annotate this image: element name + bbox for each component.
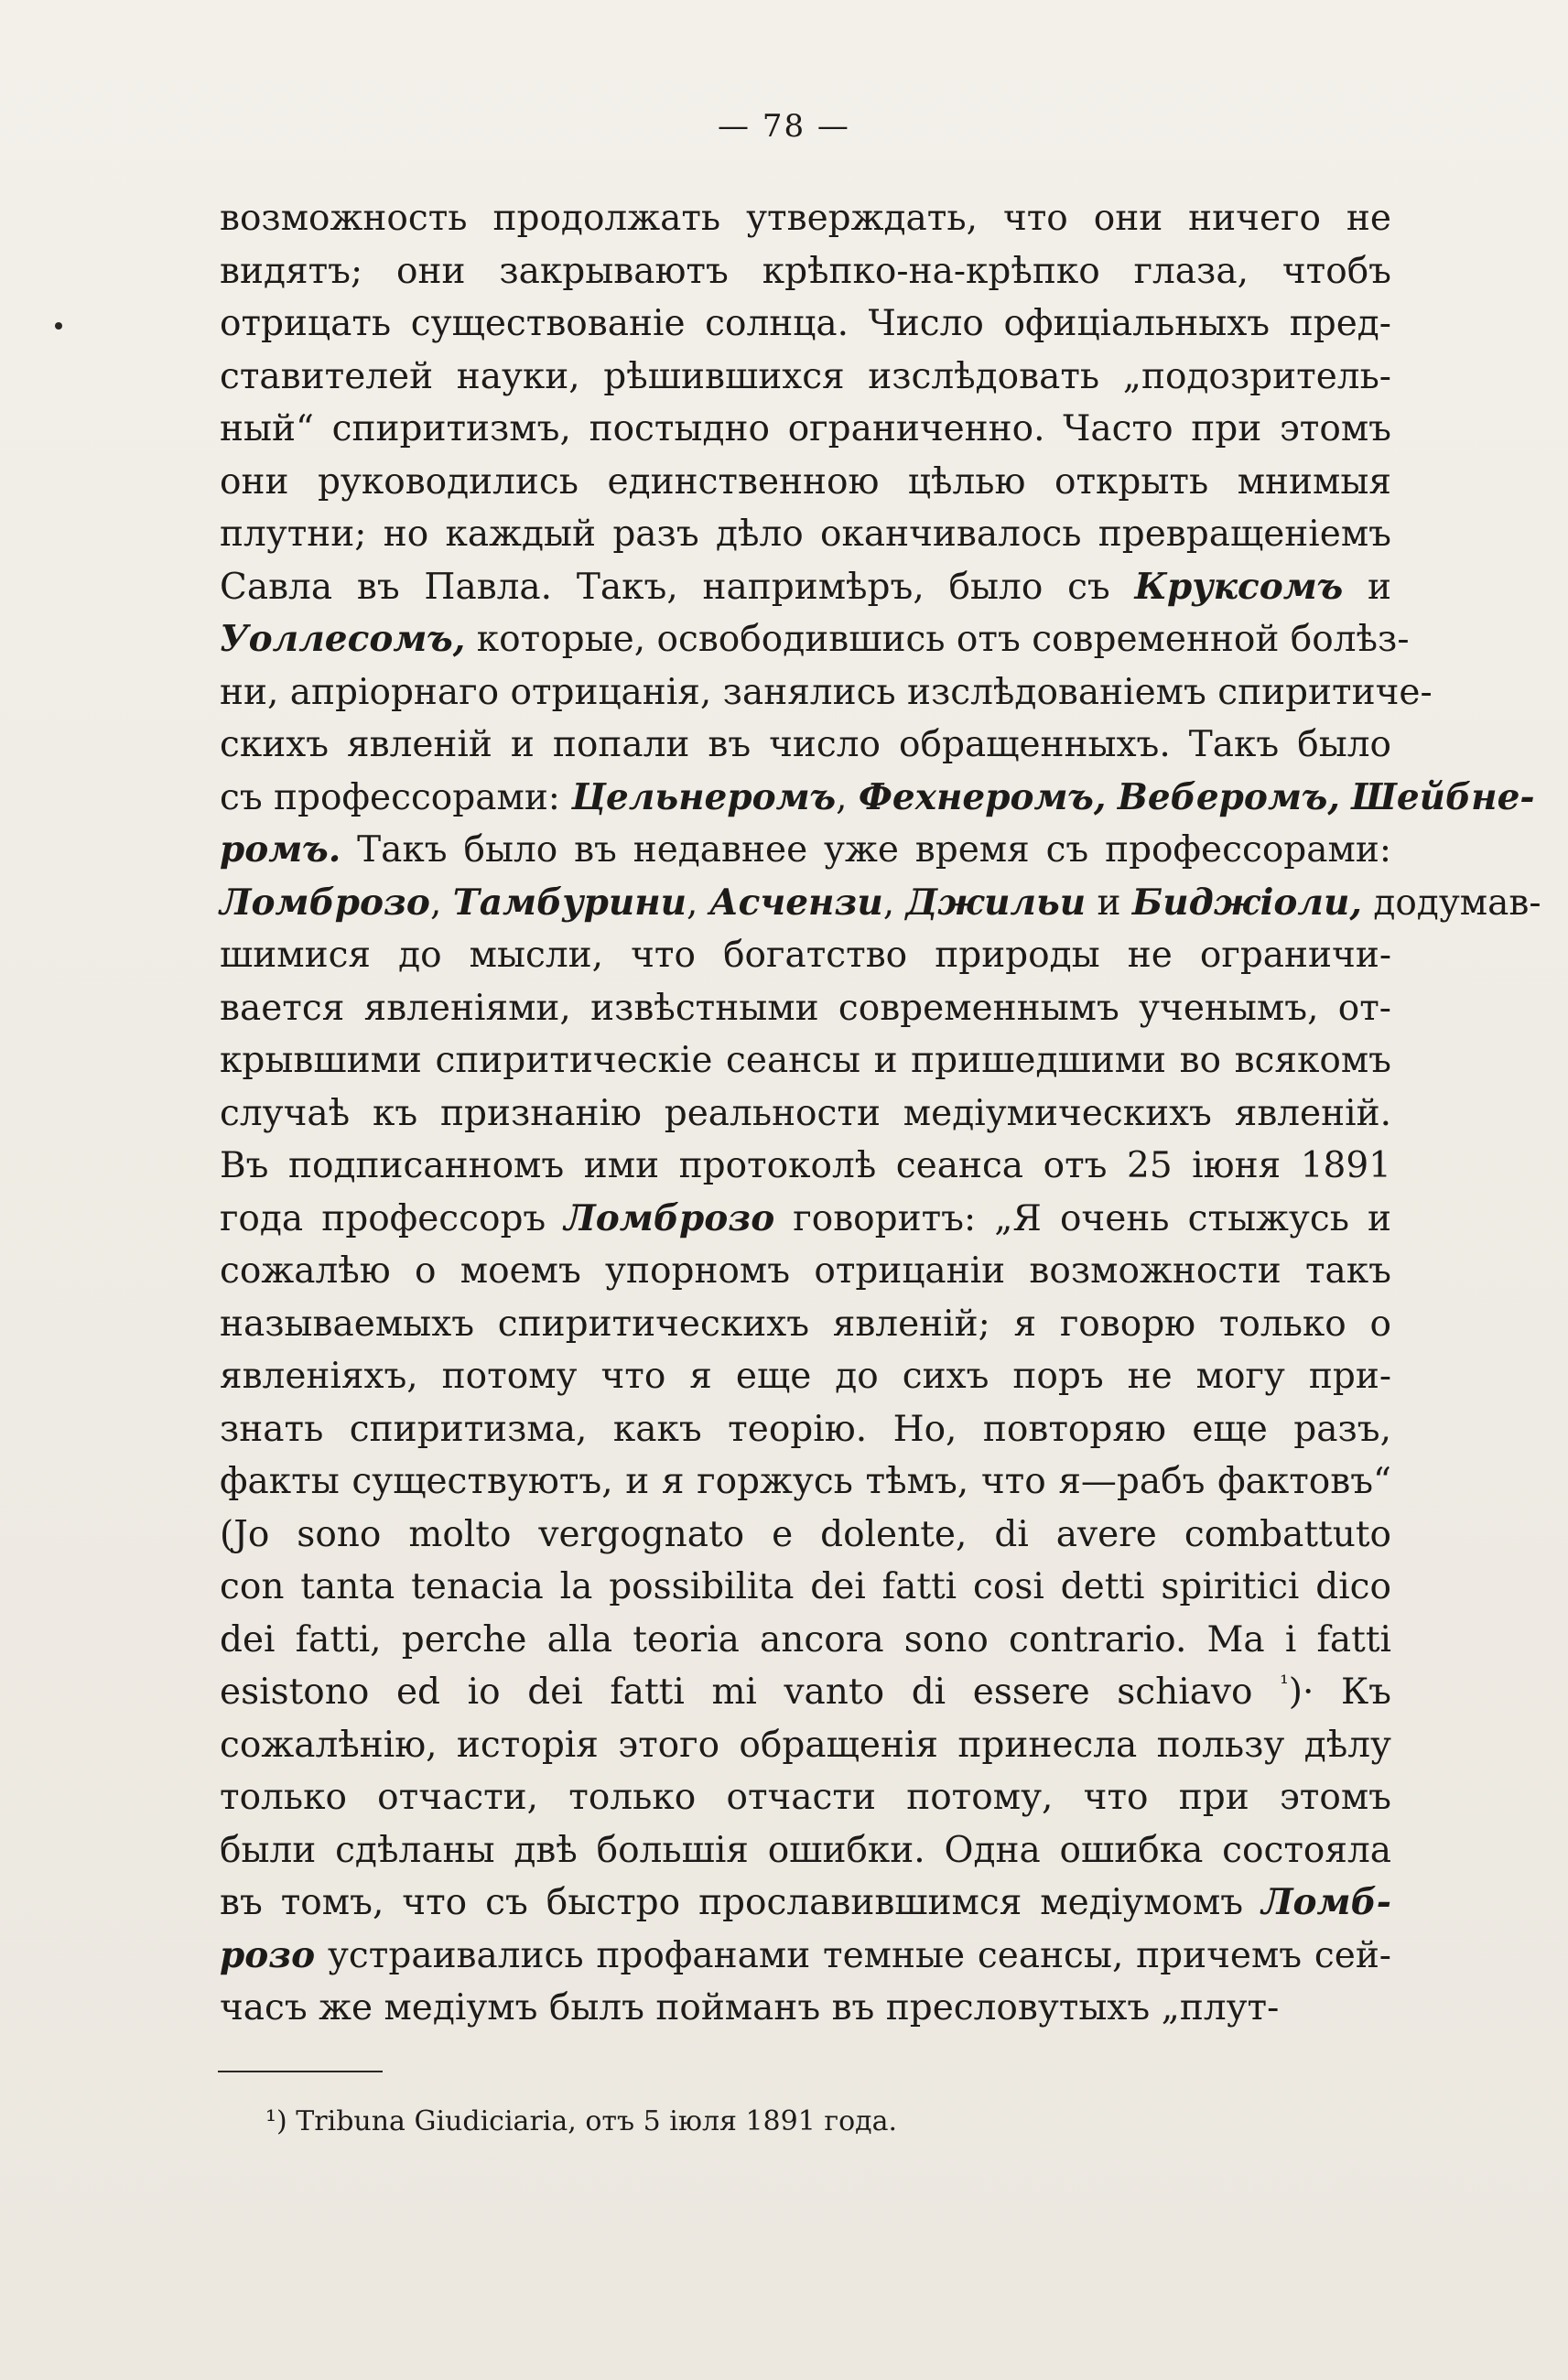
text-line xyxy=(220,1350,1391,1403)
text-segment: скихъ явленій и попали въ число обращенныхъ. Такъ было xyxy=(220,724,1391,765)
text-line xyxy=(220,1930,1391,1983)
text-segment: въ томъ, что съ быстро прославившимся медіумомъ xyxy=(220,1882,1262,1923)
text-segment: и xyxy=(1343,566,1392,608)
text-line xyxy=(220,666,1433,719)
text-line xyxy=(220,613,1410,666)
text-line xyxy=(220,1719,1391,1772)
text-segment: ни, апріорнаго отрицанія, занялись изслѣдованіемъ спиритиче- xyxy=(220,671,1433,713)
italic-name: Веберомъ, xyxy=(1117,775,1340,818)
text-segment: )· Къ xyxy=(1288,1671,1391,1713)
text-line xyxy=(220,245,1391,298)
text-line xyxy=(220,298,1391,351)
text-segment: устраивались профанами темные сеансы, причемъ сей- xyxy=(315,1934,1391,1976)
text-line xyxy=(220,1140,1391,1193)
text-segment: говоритъ: „Я очень стыжусь и xyxy=(774,1197,1391,1239)
text-segment: Въ подписанномъ ими протоколѣ сеанса отъ 25 іюня 1891 xyxy=(220,1145,1391,1186)
text-segment: (Jo sono molto vergognato e dolente, di avere combattuto xyxy=(220,1513,1391,1555)
text-segment: съ профессорами: xyxy=(220,776,572,818)
text-line xyxy=(220,929,1391,982)
italic-name: Уоллесомъ, xyxy=(220,618,466,660)
text-segment: случаѣ къ признанію реальности медіумическихъ явленій. xyxy=(220,1092,1391,1134)
text-segment: плутни; но каждый разъ дѣло оканчивалось превращеніемъ xyxy=(220,514,1391,555)
text-segment: Савла въ Павла. Такъ, напримѣръ, было съ xyxy=(220,566,1135,608)
italic-name: Ломб- xyxy=(1261,1881,1391,1923)
italic-name: Ломброзо xyxy=(564,1196,775,1239)
italic-name: Асчензи xyxy=(708,881,883,924)
text-line xyxy=(220,351,1391,404)
text-segment: были сдѣланы двѣ большія ошибки. Одна ошибка состояла xyxy=(220,1829,1391,1871)
text-line xyxy=(220,508,1391,561)
text-line xyxy=(220,1298,1391,1351)
text-line xyxy=(220,1509,1391,1562)
text-segment: явленіяхъ, потому что я еще до сихъ поръ не могу при- xyxy=(220,1356,1391,1397)
text-line xyxy=(220,1455,1391,1509)
text-segment: , xyxy=(836,776,859,818)
text-segment: крывшими спиритическіе сеансы и пришедшими во всякомъ xyxy=(220,1040,1391,1081)
italic-name: Ломброзо xyxy=(220,881,430,924)
text-segment xyxy=(1340,777,1351,818)
text-segment: часъ же медіумъ былъ пойманъ въ пресловутыхъ „плут- xyxy=(220,1987,1280,2028)
italic-name: розо xyxy=(220,1933,316,1976)
body-text xyxy=(220,192,1541,2035)
text-segment: сожалѣю о моемъ упорномъ отрицаніи возможности такъ xyxy=(220,1250,1391,1292)
text-line xyxy=(220,561,1391,614)
text-segment: отрицать существованіе солнца. Число офиціальныхъ пред- xyxy=(220,303,1391,344)
text-segment: и xyxy=(1086,882,1132,924)
italic-name: Цельнеромъ xyxy=(571,775,837,818)
text-line xyxy=(220,1614,1391,1667)
footnote: ¹) Tribuna Giudiciaria, отъ 5 іюля 1891 года. xyxy=(265,2105,898,2137)
text-segment: dei fatti, perche alla teoria ancora sono contrario. Ma i fatti xyxy=(220,1618,1391,1661)
italic-name: Фехнеромъ, xyxy=(858,775,1107,818)
text-line xyxy=(220,1982,1391,2035)
text-line xyxy=(220,824,1391,877)
text-segment: ный“ спиритизмъ, постыдно ограниченно. Часто при этомъ xyxy=(220,408,1391,449)
footnote-divider xyxy=(218,2071,383,2072)
text-line xyxy=(220,192,1391,245)
text-line xyxy=(220,1245,1391,1298)
text-line xyxy=(220,1666,1391,1719)
text-segment: возможность продолжать утверждать, что они ничего не xyxy=(220,198,1391,239)
text-segment: знать спиритизма, какъ теорію. Но, повторяю еще разъ, xyxy=(220,1408,1391,1450)
text-segment: , xyxy=(882,882,906,924)
text-line xyxy=(220,1034,1391,1087)
page-number: — 78 — xyxy=(718,108,850,145)
text-line xyxy=(220,772,1535,825)
text-segment: года профессоръ xyxy=(220,1197,565,1239)
text-segment: факты существуютъ, и я горжусь тѣмъ, что я—рабъ фактовъ“ xyxy=(220,1461,1391,1502)
text-segment: , xyxy=(687,882,709,924)
text-line xyxy=(220,982,1391,1035)
italic-name: ромъ. xyxy=(220,828,341,871)
text-segment: Такъ было въ недавнее уже время съ профессорами: xyxy=(341,829,1391,871)
text-segment: шимися до мысли, что богатство природы не ограничи- xyxy=(220,935,1391,976)
footnote-ref: ¹ xyxy=(1280,1671,1289,1696)
text-line xyxy=(220,1087,1391,1141)
text-segment: только отчасти, только отчасти потому, что при этомъ xyxy=(220,1777,1391,1818)
text-segment: сожалѣнію, исторія этого обращенія принесла пользу дѣлу xyxy=(220,1724,1391,1766)
text-line xyxy=(220,719,1391,772)
text-segment: называемыхъ спиритическихъ явленій; я говорю только о xyxy=(220,1303,1391,1345)
italic-name: Джильи xyxy=(905,881,1087,924)
text-segment: которые, освободившись отъ современной болѣз- xyxy=(465,619,1410,660)
text-segment: esistono ed io dei fatti mi vanto di essere schiavo xyxy=(220,1671,1281,1713)
text-segment: они руководились единственною цѣлью открыть мнимыя xyxy=(220,460,1391,503)
text-segment: додумав- xyxy=(1361,882,1541,924)
text-line xyxy=(220,1561,1391,1614)
text-segment: ставителей науки, рѣшившихся изслѣдовать „подозритель- xyxy=(220,355,1391,397)
text-line xyxy=(220,1193,1391,1246)
text-segment: , xyxy=(429,882,453,924)
italic-name: Круксомъ xyxy=(1134,565,1344,608)
text-segment xyxy=(1107,777,1118,818)
text-line xyxy=(220,877,1541,930)
italic-name: Шейбне- xyxy=(1351,775,1535,818)
text-segment: con tanta tenacia la possibilita dei fatti cosi detti spiritici dico xyxy=(220,1566,1391,1607)
text-line xyxy=(220,403,1391,456)
text-segment: видятъ; они закрываютъ крѣпко-на-крѣпко глаза, чтобъ xyxy=(220,250,1391,292)
text-line xyxy=(220,1771,1391,1824)
italic-name: Тамбурини xyxy=(452,881,687,924)
text-segment: вается явленіями, извѣстными современнымъ ученымъ, от- xyxy=(220,987,1391,1029)
margin-mark xyxy=(55,322,62,330)
text-line xyxy=(220,1877,1391,1930)
text-line xyxy=(220,1403,1391,1456)
text-line xyxy=(220,1824,1391,1877)
text-line xyxy=(220,456,1391,509)
italic-name: Биджіоли, xyxy=(1131,881,1362,924)
